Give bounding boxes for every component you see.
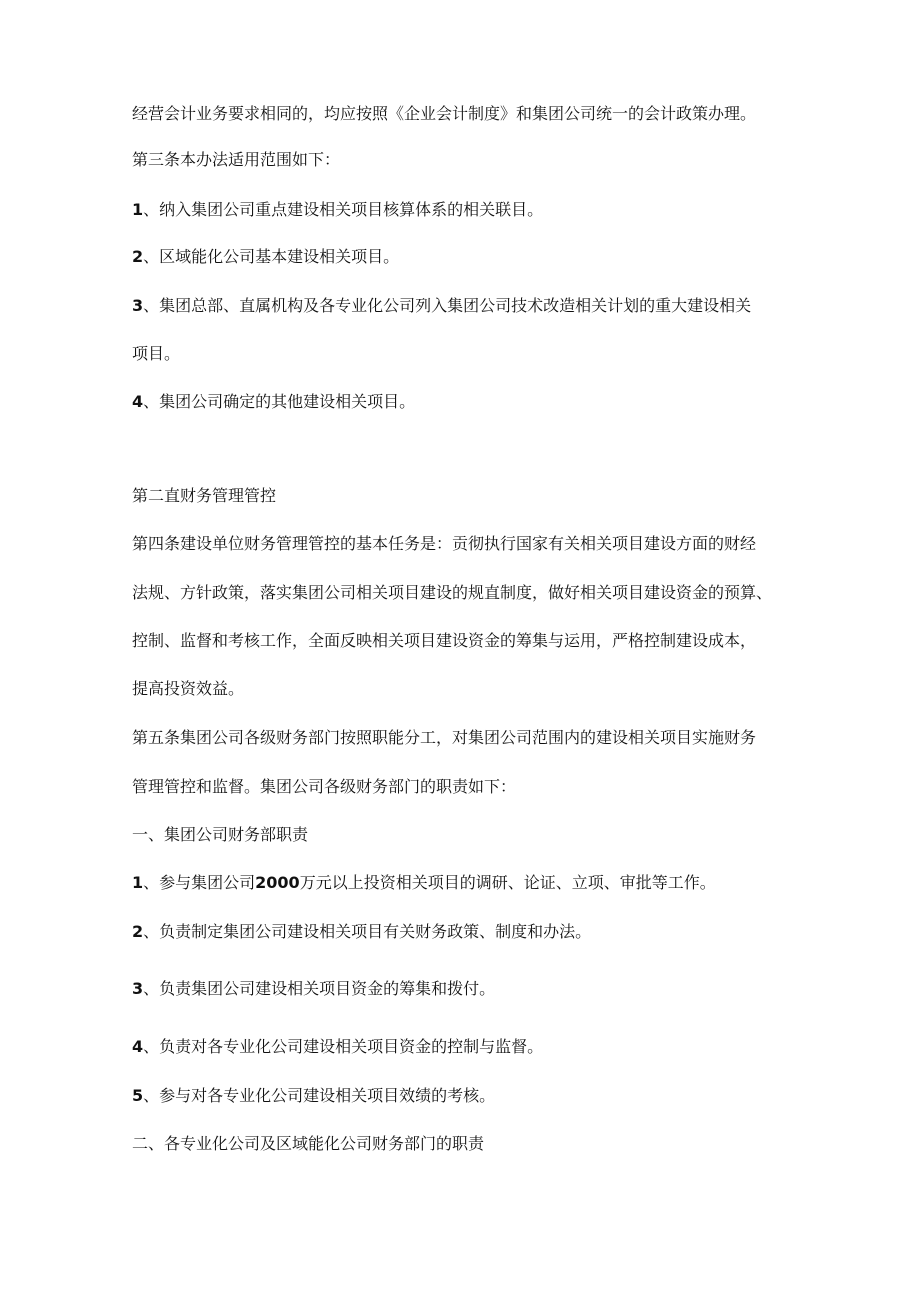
list-item xyxy=(132,922,591,942)
paragraph-line: 控制、监督和考核工作，全面反映相关项目建设资金的筹集与运用，严格控制建设成本， xyxy=(132,631,757,650)
paragraph-line: 法规、方针政策，落实集团公司相关项目建设的规直制度，做好相关项目建设资金的预算、 xyxy=(132,583,773,602)
list-text: 、集团公司确定的其他建设相关项目。 xyxy=(143,392,416,411)
list-text: 、负责制定集团公司建设相关项目有关财务政策、制度和办法。 xyxy=(143,922,592,941)
list-item xyxy=(132,1037,543,1057)
list-number: 1 xyxy=(132,200,144,219)
list-text: 万元以上投资相关项目的调研、论证、立项、审批等工作。 xyxy=(299,873,716,892)
list-item xyxy=(132,392,415,412)
paragraph-line: 项目。 xyxy=(132,344,181,363)
paragraph-line: 管理管控和监督。集团公司各级财务部门的职责如下： xyxy=(132,777,517,796)
list-text: 、参与对各专业化公司建设相关项目效绩的考核。 xyxy=(143,1086,496,1105)
list-number: 3 xyxy=(132,979,144,998)
list-number: 5 xyxy=(132,1086,144,1105)
list-number: 2 xyxy=(132,922,144,941)
list-number: 4 xyxy=(132,392,144,411)
list-number: 2 xyxy=(132,247,144,266)
paragraph-line: 第四条建设单位财务管理管控的基本任务是：贡彻执行国家有关相关项目建设方面的财经 xyxy=(132,534,757,553)
list-item xyxy=(132,247,399,267)
list-item xyxy=(132,979,495,999)
article-three-heading: 第三条本办法适用范围如下： xyxy=(132,150,341,169)
list-number: 4 xyxy=(132,1037,144,1056)
list-text: 、参与集团公司 xyxy=(143,873,256,892)
list-item xyxy=(132,1086,495,1106)
paragraph-line: 第五条集团公司各级财务部门按照职能分工，对集团公司范围内的建设相关项目实施财务 xyxy=(132,728,757,747)
list-item xyxy=(132,873,716,893)
subsection-heading: 一、集团公司财务部职责 xyxy=(132,825,309,844)
paragraph-line: 经营会计业务要求相同的，均应按照《企业会计制度》和集团公司统一的会计政策办理。 xyxy=(132,104,757,123)
list-item xyxy=(132,296,751,316)
list-text: 、区域能化公司基本建设相关项目。 xyxy=(143,247,400,266)
list-number: 3 xyxy=(132,296,144,315)
section-heading: 第二直财务管理管控 xyxy=(132,486,277,505)
list-text: 、负责集团公司建设相关项目资金的筹集和拨付。 xyxy=(143,979,496,998)
list-item xyxy=(132,200,543,220)
paragraph-line: 提高投资效益。 xyxy=(132,679,245,698)
list-amount: 2000 xyxy=(255,873,300,892)
subsection-heading: 二、各专业化公司及区域能化公司财务部门的职责 xyxy=(132,1134,485,1153)
list-number: 1 xyxy=(132,873,144,892)
list-text: 、集团总部、直属机构及各专业化公司列入集团公司技术改造相关计划的重大建设相关 xyxy=(143,296,752,315)
list-text: 、负责对各专业化公司建设相关项目资金的控制与监督。 xyxy=(143,1037,544,1056)
list-text: 、纳入集团公司重点建设相关项目核算体系的相关联目。 xyxy=(143,200,544,219)
